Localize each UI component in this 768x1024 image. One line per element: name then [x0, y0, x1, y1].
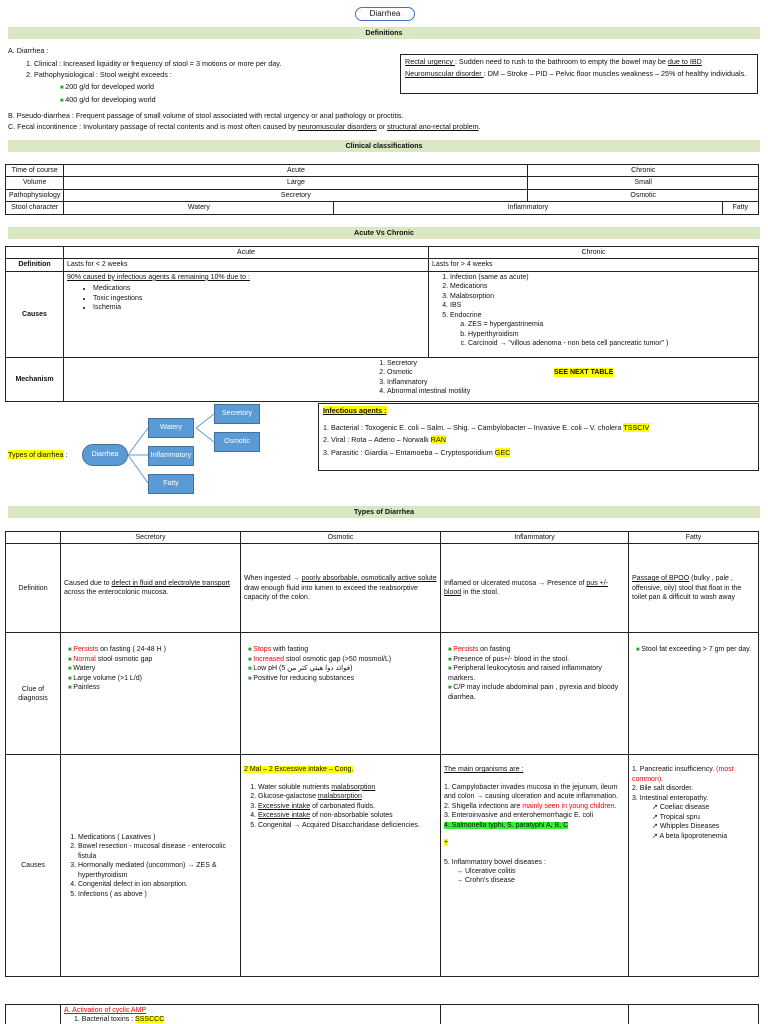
- def-side-box: [400, 54, 758, 94]
- types-col-osmotic: Osmotic: [241, 532, 441, 544]
- rectal-urgency: [405, 57, 753, 67]
- mech-a1: [64, 1015, 437, 1024]
- list-item: [68, 655, 237, 664]
- types-table: [5, 531, 759, 977]
- causes-fat-1: [632, 765, 755, 784]
- neuromuscular: [405, 69, 753, 79]
- rectal-urgency-ibd: due to IBD: [667, 57, 702, 66]
- table-row: [6, 1005, 759, 1024]
- diagram-osmotic-label: Osmotic: [224, 438, 250, 445]
- clue-text: Peripheral leukocytosis and raised inflammatory markers.: [448, 665, 602, 682]
- stool-fatty: Fatty: [722, 202, 759, 214]
- causes-fat-1-red: (most common).: [632, 766, 734, 783]
- list-item: 5. Endocrine: [450, 311, 755, 320]
- types-col-inflammatory: Inflammatory: [441, 532, 629, 544]
- list-item: b. Hyperthyroidism: [468, 330, 755, 339]
- diagram-root-label: Diarrhea: [91, 451, 119, 458]
- clin-key: Pathophysiology: [6, 189, 64, 201]
- avc-header: Acute Vs Chronic: [8, 227, 760, 239]
- clue-fatty: [629, 633, 759, 755]
- types-diagram-colon: :: [65, 450, 68, 459]
- table-row: [6, 271, 759, 357]
- causes-fatty: [629, 755, 759, 977]
- list-item: 4. IBS: [450, 301, 755, 310]
- mech-fatty: [629, 1005, 759, 1024]
- infectious-parasitic-tag: GEC: [494, 448, 511, 458]
- clin-key: Volume: [6, 177, 64, 189]
- def-fat-u: Passage of BPOO: [632, 575, 690, 583]
- osm-u: Excessive intake: [258, 812, 311, 820]
- list-item: 2. Bowel resection - mucosal disease - enterocolic fistula: [78, 842, 237, 861]
- list-item: [248, 674, 437, 683]
- causes-fat-3-sub-0: Coeliac disease: [659, 804, 710, 812]
- clue-text: on fasting: [478, 646, 511, 654]
- types-col-secretory: Secretory: [61, 532, 241, 544]
- osm-u: Excessive intake: [258, 802, 311, 810]
- avc-col-acute: Acute: [64, 247, 429, 259]
- causes-inf-plus-text: +: [444, 839, 449, 847]
- clue-text: Presence of pus+/- blood in the stool.: [453, 655, 570, 663]
- list-item: [68, 683, 237, 692]
- clinical-header: Clinical classifications: [8, 140, 760, 152]
- mech-secretory: [61, 1005, 441, 1024]
- title-banner: [355, 7, 415, 21]
- infectious-viral-text: 2. Viral : Rota – Adeno – Norwalk: [323, 435, 431, 445]
- list-item: 2. Medications: [450, 282, 755, 291]
- def-c: [8, 122, 758, 132]
- causes-inf-title: The main organisms are :: [444, 766, 524, 774]
- clue-red: Stops: [253, 646, 272, 654]
- clin-b: Osmotic: [528, 189, 759, 201]
- def-c-u1: neuromuscular disorders: [297, 122, 377, 131]
- avc-causes-chronic: [429, 271, 759, 357]
- infectious-viral-tag: RAN: [430, 435, 446, 445]
- diagram-watery: [148, 418, 194, 438]
- clue-text: Watery: [73, 665, 96, 673]
- clin-key: Stool character: [6, 202, 64, 214]
- clue-text: on fasting ( 24-48 H ): [98, 646, 166, 654]
- osm-u: malabsorption: [317, 793, 362, 801]
- def-fat-end: (bulky , pale , offensive, oily) stool that float in the toilet pan & difficult to wash away: [632, 575, 742, 602]
- list-item: ↗ A beta lipoprotenemia: [652, 832, 728, 840]
- causes-fat-3-sub-3: A beta lipoprotenemia: [659, 832, 728, 840]
- table-row: [6, 177, 759, 189]
- clue-red: Increased: [253, 655, 285, 663]
- list-item: ↗ Whipples Diseases: [652, 823, 720, 831]
- mech-a-title: A. Activation of cyclic AMP: [64, 1007, 147, 1014]
- list-item: [248, 664, 437, 673]
- def-secretory: [61, 544, 241, 633]
- table-row: [6, 259, 759, 271]
- list-item: [258, 783, 437, 792]
- clin-a: Secretory: [64, 189, 528, 201]
- avc-def-key: Definition: [6, 259, 64, 271]
- avc-mech: [64, 357, 759, 401]
- list-item: • Ischemia: [93, 303, 425, 312]
- mech-a1-tag: SSSCCC: [135, 1016, 165, 1024]
- see-next-table: SEE NEXT TABLE: [554, 368, 614, 376]
- types-diagram-label-text: Types of diarrhea: [8, 450, 64, 459]
- avc-causes-acute-title: 90% caused by infectious agents & remaining 10% due to :: [67, 273, 250, 281]
- clue-text: stool osmotic gap (>50 mosmol/L): [284, 655, 392, 663]
- table-row: [6, 633, 759, 755]
- causes-inf-5-sub-0: Ulcerative colitis: [464, 867, 516, 875]
- list-item: [258, 792, 437, 801]
- def-b: B. Pseudo-diarrhea : Frequent passage of small volume of stool associated with rectal urgency or anal pathology or proctitis.: [8, 111, 404, 120]
- list-item: c. Carcinoid → "villous adenoma - non beta cell pancreatic tumor" ): [468, 339, 755, 348]
- list-item: ■ Stool fat exceeding > 7 gm per day.: [636, 645, 755, 654]
- osm-e: of carbonated fluids.: [310, 802, 376, 810]
- infectious-bacterial: [323, 423, 754, 433]
- table-row: [6, 165, 759, 177]
- osm-p: Glucose-galactose: [258, 793, 318, 801]
- def-a2-1: ■ 200 g/d for developed world: [60, 82, 398, 92]
- causes-secretory: [61, 755, 241, 977]
- def-fatty: [629, 544, 759, 633]
- neuromuscular-term: Neuromuscular disorder: [405, 68, 484, 78]
- rectal-urgency-text: : Sudden need to rush to the bathroom to empty the bowel may be: [454, 57, 668, 66]
- infectious-bacterial-tag: TSSCIV: [623, 422, 650, 432]
- table-row: [6, 247, 759, 259]
- infectious-parasitic: [323, 448, 754, 458]
- list-item: [448, 683, 625, 702]
- stool-inflammatory: Inflammatory: [334, 202, 722, 214]
- list-item: [448, 645, 625, 654]
- clue-red: Persists: [453, 646, 479, 654]
- list-item: 3. Malabsorption: [450, 292, 755, 301]
- list-item: [448, 664, 625, 683]
- avc-empty: [6, 247, 64, 259]
- causes-inflammatory: [441, 755, 629, 977]
- list-item: ↗ Tropical spru: [652, 813, 700, 821]
- stool-watery: Watery: [64, 202, 334, 214]
- list-item: 3. Inflammatory: [387, 378, 755, 387]
- causes-inf-2: [444, 802, 625, 811]
- def-c-u2: structural ano-rectal problem: [387, 122, 479, 131]
- causes-inf-2-pre: 2. Shigella infections are: [444, 802, 523, 810]
- diagram-root: [82, 444, 128, 466]
- list-item: 4. Abnormal intestinal motility: [387, 387, 755, 396]
- osm-e: of non-absorbable solutes: [310, 812, 393, 820]
- def-osm-u: poorly absorbable, osmotically active solute: [301, 575, 437, 583]
- clue-text: Large volume (>1 L/d): [73, 674, 142, 682]
- def-osmotic: [241, 544, 441, 633]
- clin-a: Acute: [64, 165, 528, 177]
- infectious-title: [323, 406, 754, 416]
- list-item: ↗ Coeliac disease: [652, 804, 710, 812]
- causes-fat-1-pre: 1. Pancreatic insufficiency.: [632, 766, 717, 774]
- table-row: [6, 755, 759, 977]
- list-item: 2. Osmotic: [387, 368, 755, 377]
- types-clue-key: Clue of diagnosis: [6, 633, 61, 755]
- avc-def-chronic: Lasts for > 4 weeks: [429, 259, 759, 271]
- diagram-secretory-label: Secretory: [222, 410, 252, 417]
- def-a1: 1. Clinical : Increased liquidity or frequency of stool = 3 motions or more per day.: [26, 58, 282, 68]
- causes-osm-title: [244, 765, 437, 774]
- definitions-header: Definitions: [8, 27, 760, 39]
- page-title: Diarrhea: [369, 9, 401, 18]
- mech-a1-text: 1. Bacterial toxins :: [74, 1016, 136, 1024]
- types-causes-key: Causes: [6, 755, 61, 977]
- def-a2: 2. Pathophysiological : Stool weight exceeds :: [26, 70, 172, 80]
- list-item: 3. Hormonally mediated (uncommon) → ZES & hyperthyroidism: [78, 861, 237, 880]
- def-inf-u: pus +/- blood: [444, 580, 609, 597]
- infectious-viral: [323, 435, 754, 445]
- diagram-osmotic: [214, 432, 260, 452]
- causes-osmotic: [241, 755, 441, 977]
- clue-osmotic: [241, 633, 441, 755]
- clue-text: with fasting: [271, 646, 309, 654]
- causes-inf-4-text: 4. Salmonella typhi, S. paratyphi A, B, C: [444, 821, 569, 829]
- list-item: • Toxic ingestions: [93, 294, 425, 303]
- rectal-urgency-term: Rectal urgency: [405, 57, 455, 66]
- def-a2-2: ■ 400 g/d for developing world: [60, 95, 398, 105]
- causes-inf-2-end: .: [614, 802, 617, 810]
- causes-inf-3: 3. Enteroinvasive and enterohemorrhagic E. coli: [444, 812, 594, 820]
- clue-text: Painless: [73, 684, 100, 692]
- def-c-mid: or: [376, 122, 388, 131]
- osm-p: Water soluble nutrients: [258, 783, 332, 791]
- diagram-watery-label: Watery: [160, 424, 182, 431]
- avc-mech-key: Mechanism: [6, 357, 64, 401]
- clin-a: Large: [64, 177, 528, 189]
- list-item: • Medications: [93, 284, 425, 293]
- clue-text: Positive for reducing substances: [253, 674, 355, 682]
- osm-u: malabsorption: [331, 783, 376, 791]
- list-item: 1. Infection (same as acute): [450, 273, 755, 282]
- infectious-bacterial-text: 1. Bacterial : Toxogenic E. coli – Salm. – Shig. – Cambylobacter – Invasive E. coli – V. cholera: [323, 422, 624, 432]
- clue-text: stool osmotic gap: [95, 655, 153, 663]
- causes-inf-2-red: mainly seen in young children: [522, 802, 615, 810]
- osm-p: Congenital → Acquired Disaccharidase deficiencies.: [258, 821, 420, 829]
- diagram-fatty: [148, 474, 194, 494]
- clin-b: Chronic: [528, 165, 759, 177]
- clin-key: Time of course: [6, 165, 64, 177]
- causes-inf-1: 1. Campylobacter invades mucosa in the jejunum, ileum and colon → causing ulceration and acute inflammation.: [444, 783, 618, 801]
- list-item: → Crohn's disease: [456, 877, 515, 885]
- list-item: [68, 674, 237, 683]
- clin-b: Small: [528, 177, 759, 189]
- list-item: [68, 645, 237, 654]
- mech-empty: [6, 1005, 61, 1024]
- types-diagram-label: [8, 450, 68, 460]
- avc-col-chronic: Chronic: [429, 247, 759, 259]
- diagram-secretory: [214, 404, 260, 424]
- mechanism-table: [5, 1004, 759, 1024]
- def-inf-pre: Inflamed or ulcerated mucosa → Presence of: [444, 580, 587, 587]
- diagram-inflammatory-label: Inflammatory: [150, 452, 192, 459]
- list-item: 5. Infections ( as above ): [78, 890, 237, 899]
- list-item: [258, 821, 437, 830]
- mech-inflammatory: [441, 1005, 629, 1024]
- def-sec-pre: Caused due to: [64, 580, 112, 587]
- def-c-text: C. Fecal incontinence : Involuntary passage of rectal contents and is most often caused by: [8, 122, 298, 131]
- causes-fat-3-sub-2: Whipples Diseases: [659, 823, 720, 831]
- causes-osm-title-text: 2 Mal – 2 Excessive intake – Cong.: [244, 766, 354, 774]
- types-empty: [6, 532, 61, 544]
- clue-inflammatory: [441, 633, 629, 755]
- avc-causes-acute: [64, 271, 429, 357]
- list-item: [448, 655, 625, 664]
- def-c-end: .: [478, 122, 481, 131]
- types-header: Types of Diarrhea: [8, 506, 760, 518]
- def-sec-u: defect in fluid and electrolyte transport: [111, 580, 230, 587]
- def-inflammatory: [441, 544, 629, 633]
- causes-inf-4: [444, 821, 625, 830]
- table-row: [6, 532, 759, 544]
- list-item: [248, 655, 437, 664]
- causes-inf-5: 5. Inflammatory bowel diseases :: [444, 858, 546, 866]
- causes-fat-3-sub-1: Tropical spru: [659, 813, 700, 821]
- types-def-key: Definition: [6, 544, 61, 633]
- list-item: [68, 664, 237, 673]
- diagram-inflammatory: [148, 446, 194, 466]
- def-sec-end: across the enterocolonic mucosa.: [64, 589, 169, 597]
- causes-fat-2: 2. Bile salt disorder.: [632, 785, 694, 793]
- avc-causes-key: Causes: [6, 271, 64, 357]
- clue-text: Low pH (فوائد دوا هيئي كثر من 5): [253, 665, 353, 673]
- causes-fat-3-sub: [632, 803, 755, 841]
- definitions-section: [8, 46, 398, 105]
- clue-secretory: [61, 633, 241, 755]
- list-item: 1. Secretory: [387, 359, 755, 368]
- infectious-agents-box: [318, 403, 759, 471]
- def-osm-pre: When ingested →: [244, 575, 302, 583]
- list-item: [248, 645, 437, 654]
- list-item: 4. Congenital defect in ion absorption.: [78, 880, 237, 889]
- table-row: [6, 544, 759, 633]
- causes-inf-plus: [444, 838, 625, 847]
- neuromuscular-text: : DM – Stroke – PID – Pelvic floor muscles weakness – 25% of healthy individuals.: [483, 68, 747, 78]
- types-col-fatty: Fatty: [629, 532, 759, 544]
- list-item: [258, 811, 437, 820]
- def-a-title: A. Diarrhea :: [8, 46, 49, 55]
- def-inf-end: in the stool.: [461, 589, 499, 597]
- def-osm-end: draw enough fluid into lumen to exceed the reabsorptive capacity of the colon.: [244, 584, 418, 602]
- infectious-title-text: Infectious agents :: [323, 406, 387, 415]
- clue-text: C/P may include abdominal pain , pyrexia and bloody diarrhea.: [448, 684, 619, 701]
- diagram-fatty-label: Fatty: [163, 480, 179, 487]
- table-row: [6, 357, 759, 401]
- clue-red: Normal: [73, 655, 96, 663]
- infectious-parasitic-text: 3. Parasitic : Giardia – Entamoeba – Cryptosporidium: [323, 448, 495, 458]
- table-row: [6, 189, 759, 201]
- list-item: 1. Medications ( Laxatives ): [78, 833, 237, 842]
- list-item: → Ulcerative colitis: [456, 867, 516, 875]
- avc-table: [5, 246, 759, 402]
- table-row: [6, 202, 759, 214]
- list-item: a. ZES = hypergastrinemia: [468, 320, 755, 329]
- list-item: [258, 802, 437, 811]
- causes-inf-5-sub: [444, 867, 625, 886]
- avc-def-acute: Lasts for < 2 weeks: [64, 259, 429, 271]
- clinical-table: [5, 164, 759, 215]
- causes-fat-3: 3. Intestinal enteropathy.: [632, 794, 709, 802]
- clue-red: Persists: [73, 646, 99, 654]
- causes-inf-5-sub-1: Crohn's disease: [464, 877, 515, 885]
